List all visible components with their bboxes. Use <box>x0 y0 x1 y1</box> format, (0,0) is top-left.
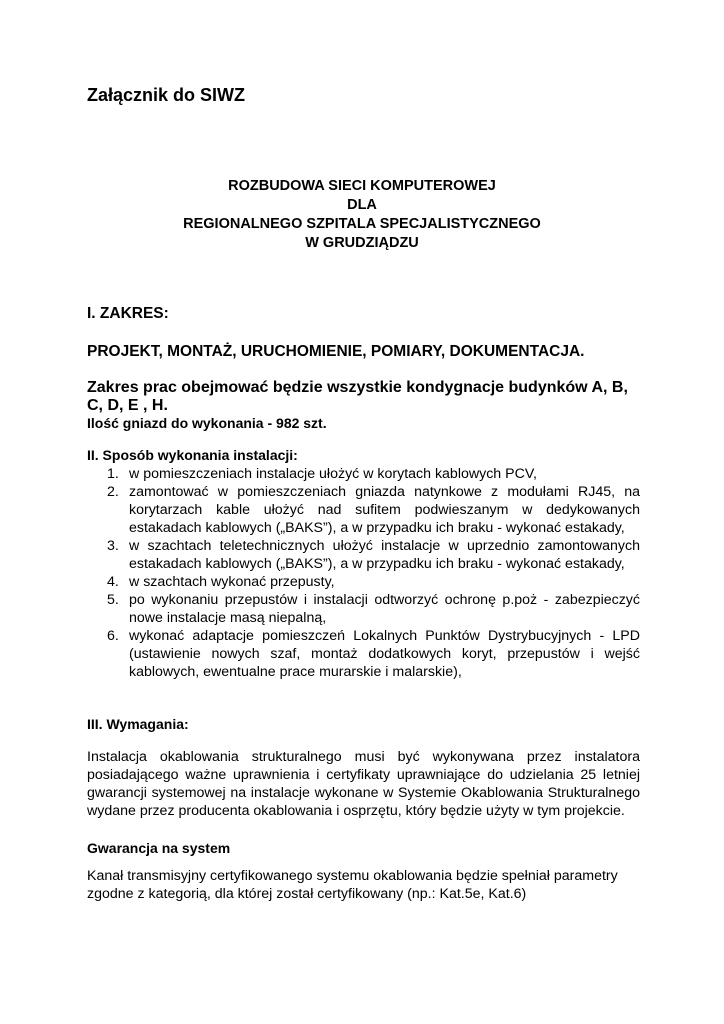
list-item-text: wykonać adaptacje pomieszczeń Lokalnych Punktów Dystrybucyjnych - LPD (ustawienie nowych szaf, montaż dodatkowych koryt, przepustów i wejść kablowych, ewentualne prace murarskie i malarskie), <box>129 628 640 680</box>
list-item-text: zamontować w pomieszczeniach gniazda natynkowe z modułami RJ45, na korytarzach kable ułożyć nad sufitem podwieszanym w dedykowanych estakadach kablowych („BAKS”), a w przypadku ich braku - wykonać estakady, <box>129 484 640 536</box>
list-item-text: w szachtach teletechnicznych ułożyć instalacje w uprzednio zamontowanych estakadach kablowych („BAKS”), a w przypadku ich braku - wykonać estakady, <box>129 538 640 572</box>
list-item <box>87 627 640 681</box>
sockets-count: Ilość gniazd do wykonania - 982 szt. <box>87 415 327 431</box>
list-item-number: 4. <box>107 574 119 590</box>
list-item-text: w pomieszczeniach instalacje ułożyć w korytach kablowych PCV, <box>129 466 537 482</box>
list-item-number: 2. <box>107 484 119 500</box>
section-1-heading: I. ZAKRES: <box>87 305 169 322</box>
title-line-1: ROZBUDOWA SIECI KOMPUTEROWEJ <box>228 178 496 194</box>
list-item <box>87 483 640 537</box>
title-line-3: REGIONALNEGO SZPITALA SPECJALISTYCZNEGO <box>183 216 541 232</box>
list-item-number: 1. <box>107 466 119 482</box>
section-2-heading: II. Sposób wykonania instalacji: <box>87 447 298 463</box>
list-item <box>87 465 640 483</box>
title-line-2: DLA <box>347 197 377 213</box>
warranty-heading: Gwarancja na system <box>87 840 231 856</box>
section-3-heading: III. Wymagania: <box>87 716 189 732</box>
list-item-number: 6. <box>107 628 119 644</box>
list-item-text: po wykonaniu przepustów i instalacji odtworzyć ochronę p.poż - zabezpieczyć nowe instalacje masą niepalną, <box>129 592 640 626</box>
installation-steps-list <box>87 465 640 681</box>
warranty-paragraph: Kanał transmisyjny certyfikowanego systemu okablowania będzie spełniał parametry zgodne z kategorią, dla której został certyfikowany (np.: Kat.5e, Kat.6) <box>87 868 618 902</box>
buildings-line-1: Zakres prac obejmować będzie wszystkie kondygnacje budynków A, B, <box>87 379 628 396</box>
list-item-text: w szachtach wykonać przepusty, <box>129 574 335 590</box>
list-item-number: 5. <box>107 592 119 608</box>
list-item <box>87 573 640 591</box>
buildings-line-2: C, D, E , H. <box>87 397 168 414</box>
list-item <box>87 537 640 573</box>
list-item <box>87 591 640 627</box>
title-line-4: W GRUDZIĄDZU <box>305 235 419 251</box>
requirements-paragraph: Instalacja okablowania strukturalnego musi być wykonywana przez instalatora posiadającego ważne uprawnienia i certyfikaty uprawniające do udzielania 25 letniej gwarancji systemowej na instalacje wykonane w Systemie Okablowania Strukturalnego wydane przez producenta okablowania i osprzętu, który będzie użyty w tym projekcie. <box>87 749 640 819</box>
annex-label: Załącznik do SIWZ <box>87 85 246 105</box>
scope-line: PROJEKT, MONTAŻ, URUCHOMIENIE, POMIARY, DOKUMENTACJA. <box>87 343 585 360</box>
list-item-number: 3. <box>107 538 119 554</box>
